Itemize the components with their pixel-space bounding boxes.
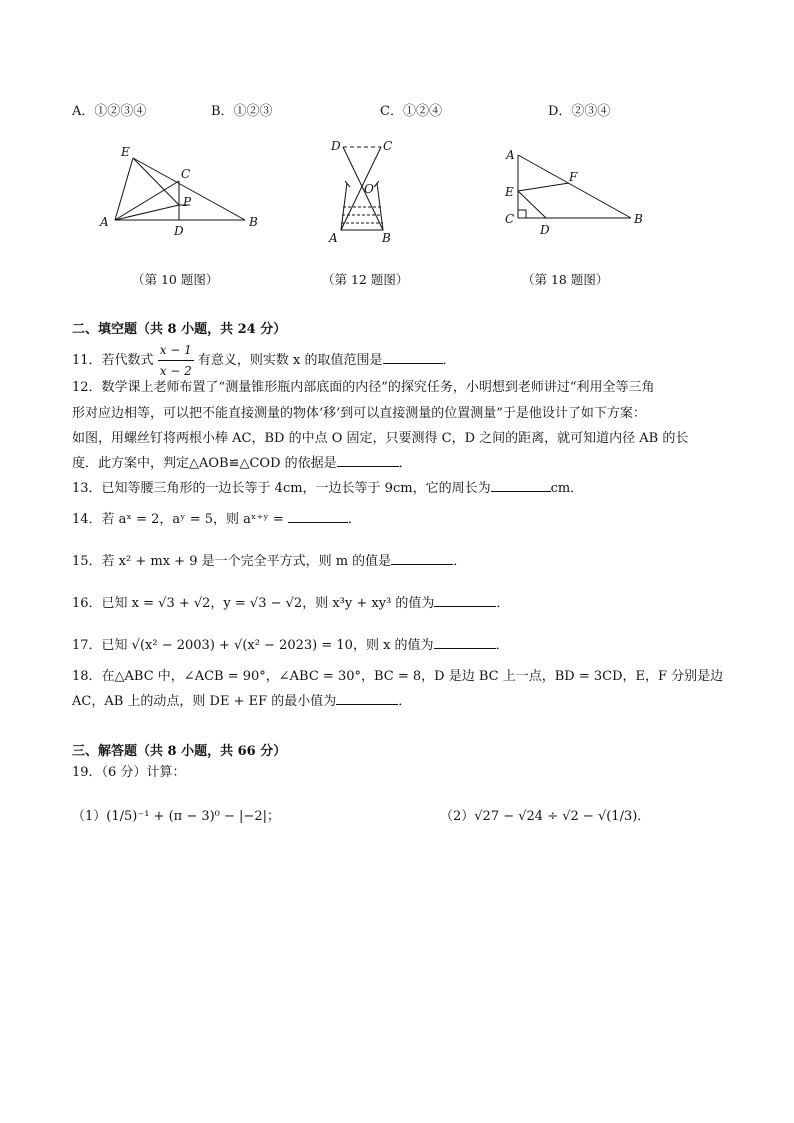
fig12-line-db — [343, 147, 383, 230]
q11-suffix: 有意义，则实数 x 的取值范围是 — [197, 353, 383, 368]
q15-text: 15．若 x² + mx + 9 是一个完全平方式，则 m 的值是 — [72, 554, 392, 569]
fig10-label-e: E — [121, 145, 130, 159]
question-11: 11．若代数式 $\frac{x - 1}{x - 2}$ 有意义，则实数 x 的取值范围是 ． — [72, 340, 456, 381]
q11-denominator: x − 2 — [159, 364, 192, 378]
question-12-line4: 度．此方案中，判定△AOB≌△COD 的依据是 ． — [72, 456, 412, 471]
fig18-line-ef — [518, 183, 569, 191]
question-12-line1: 12．数学课上老师布置了“测量锥形瓶内部底面的内径”的探究任务，小明想到老师讲过“利用全等三角 — [72, 380, 655, 395]
fig18-line-ed — [518, 191, 546, 218]
q14-text: 14．若 aˣ = 2，aʸ = 5，则 aˣ⁺ʸ = — [72, 512, 284, 527]
question-19-part1: （1）(1/5)⁻¹ + (π − 3)⁰ − |−2|； — [72, 809, 280, 824]
question-18-line2: AC，AB 上的动点，则 DE + EF 的最小值为 ． — [72, 694, 412, 709]
q18-answer-blank[interactable] — [336, 692, 398, 705]
fig10-label-p: P — [183, 195, 192, 209]
q11-prefix: 11．若代数式 — [72, 353, 154, 368]
fig18-label-c: C — [505, 212, 515, 226]
fig12-label-d: D — [331, 139, 341, 153]
option-b: B．①②③ — [211, 104, 273, 119]
fig18-label-f: F — [569, 170, 578, 184]
fig18-label-d: D — [540, 223, 550, 237]
question-13 — [72, 479, 583, 499]
option-d: D．②③④ — [548, 104, 611, 119]
fig12-label-a: A — [329, 231, 338, 245]
section-3-title: 三、解答题（共 8 小题，共 66 分） — [72, 744, 287, 759]
q11-fraction — [158, 340, 194, 381]
q13-unit: cm． — [550, 481, 584, 496]
figure-18-caption: （第 18 题图） — [522, 272, 609, 287]
question-12-line3: 如图，用螺丝钉将两根小棒 AC，BD 的中点 O 固定，只要测得 C，D 之间的距离，就可知道内径 AB 的长 — [72, 431, 689, 446]
section-2-title: 二、填空题（共 8 小题，共 24 分） — [72, 322, 287, 337]
q14-answer-blank[interactable] — [288, 510, 348, 523]
question-18-line1: 18．在△ABC 中，∠ACB = 90°，∠ABC = 30°，BC = 8，D 是边 BC 上一点，BD = 3CD，E，F 分别是边 — [72, 669, 724, 684]
fig12-line-ca — [341, 147, 381, 230]
question-15: 15．若 x² + mx + 9 是一个完全平方式，则 m 的值是 ． — [72, 554, 467, 569]
question-17: 17．已知 √(x² − 2003) + √(x² − 2023) = 10，则 x 的值为 ． — [72, 638, 509, 653]
q11-answer-blank[interactable] — [383, 351, 443, 364]
question-19-title: 19．（6 分）计算： — [72, 765, 186, 780]
q13-text: 13．已知等腰三角形的一边长等于 4cm，一边长等于 9cm，它的周长为 — [72, 481, 491, 496]
fig18-line-ab — [518, 155, 631, 218]
q11-numerator: x − 1 — [158, 340, 194, 361]
figure-12-caption: （第 12 题图） — [322, 272, 409, 287]
fig10-label-a: A — [100, 215, 109, 229]
question-16: 16．已知 x = √3 + √2，y = √3 − √2，则 x³y + xy³ 的值为 ． — [72, 596, 510, 611]
q12-answer-blank[interactable] — [337, 454, 399, 467]
figure-18 — [498, 143, 653, 240]
q17-answer-blank[interactable] — [434, 636, 496, 649]
q13-answer-blank[interactable] — [491, 479, 551, 492]
q17-text: 17．已知 √(x² − 2003) + √(x² − 2023) = 10，则 x 的值为 — [72, 638, 434, 653]
fig18-label-e: E — [505, 185, 514, 199]
fig12-label-b: B — [382, 231, 391, 245]
fig18-label-b: B — [634, 212, 643, 226]
figure-10 — [95, 140, 270, 240]
q12-line4-text: 度．此方案中，判定△AOB≌△COD 的依据是 — [72, 456, 337, 471]
fig10-line-ep — [133, 158, 179, 205]
option-c: C．①②④ — [380, 104, 442, 119]
option-a: A．①②③④ — [72, 104, 147, 119]
fig10-label-c: C — [181, 167, 191, 181]
fig10-label-d: D — [174, 224, 184, 238]
question-19-part2: （2）√27 − √24 ÷ √2 − √(1/3)． — [440, 809, 651, 824]
figure-12 — [325, 135, 405, 247]
fig10-label-b: B — [249, 215, 258, 229]
q15-answer-blank[interactable] — [391, 552, 453, 565]
fig18-label-a: A — [506, 148, 515, 162]
q18-line2-text: AC，AB 上的动点，则 DE + EF 的最小值为 — [72, 694, 337, 709]
fig12-label-c: C — [383, 139, 393, 153]
fig10-line-ap — [115, 205, 179, 220]
q16-answer-blank[interactable] — [434, 594, 496, 607]
question-12-line2: 形对应边相等，可以把不能直接测量的物体‘移’到可以直接测量的位置测量”于是他设计了如下方案： — [72, 406, 646, 421]
question-14: 14．若 aˣ = 2，aʸ = 5，则 aˣ⁺ʸ = ． — [72, 512, 361, 527]
figure-10-caption: （第 10 题图） — [132, 272, 219, 287]
q16-text: 16．已知 x = √3 + √2，y = √3 − √2，则 x³y + xy³ 的值为 — [72, 596, 435, 611]
fig12-label-o: O — [364, 182, 374, 196]
fig18-right-angle — [518, 210, 526, 218]
